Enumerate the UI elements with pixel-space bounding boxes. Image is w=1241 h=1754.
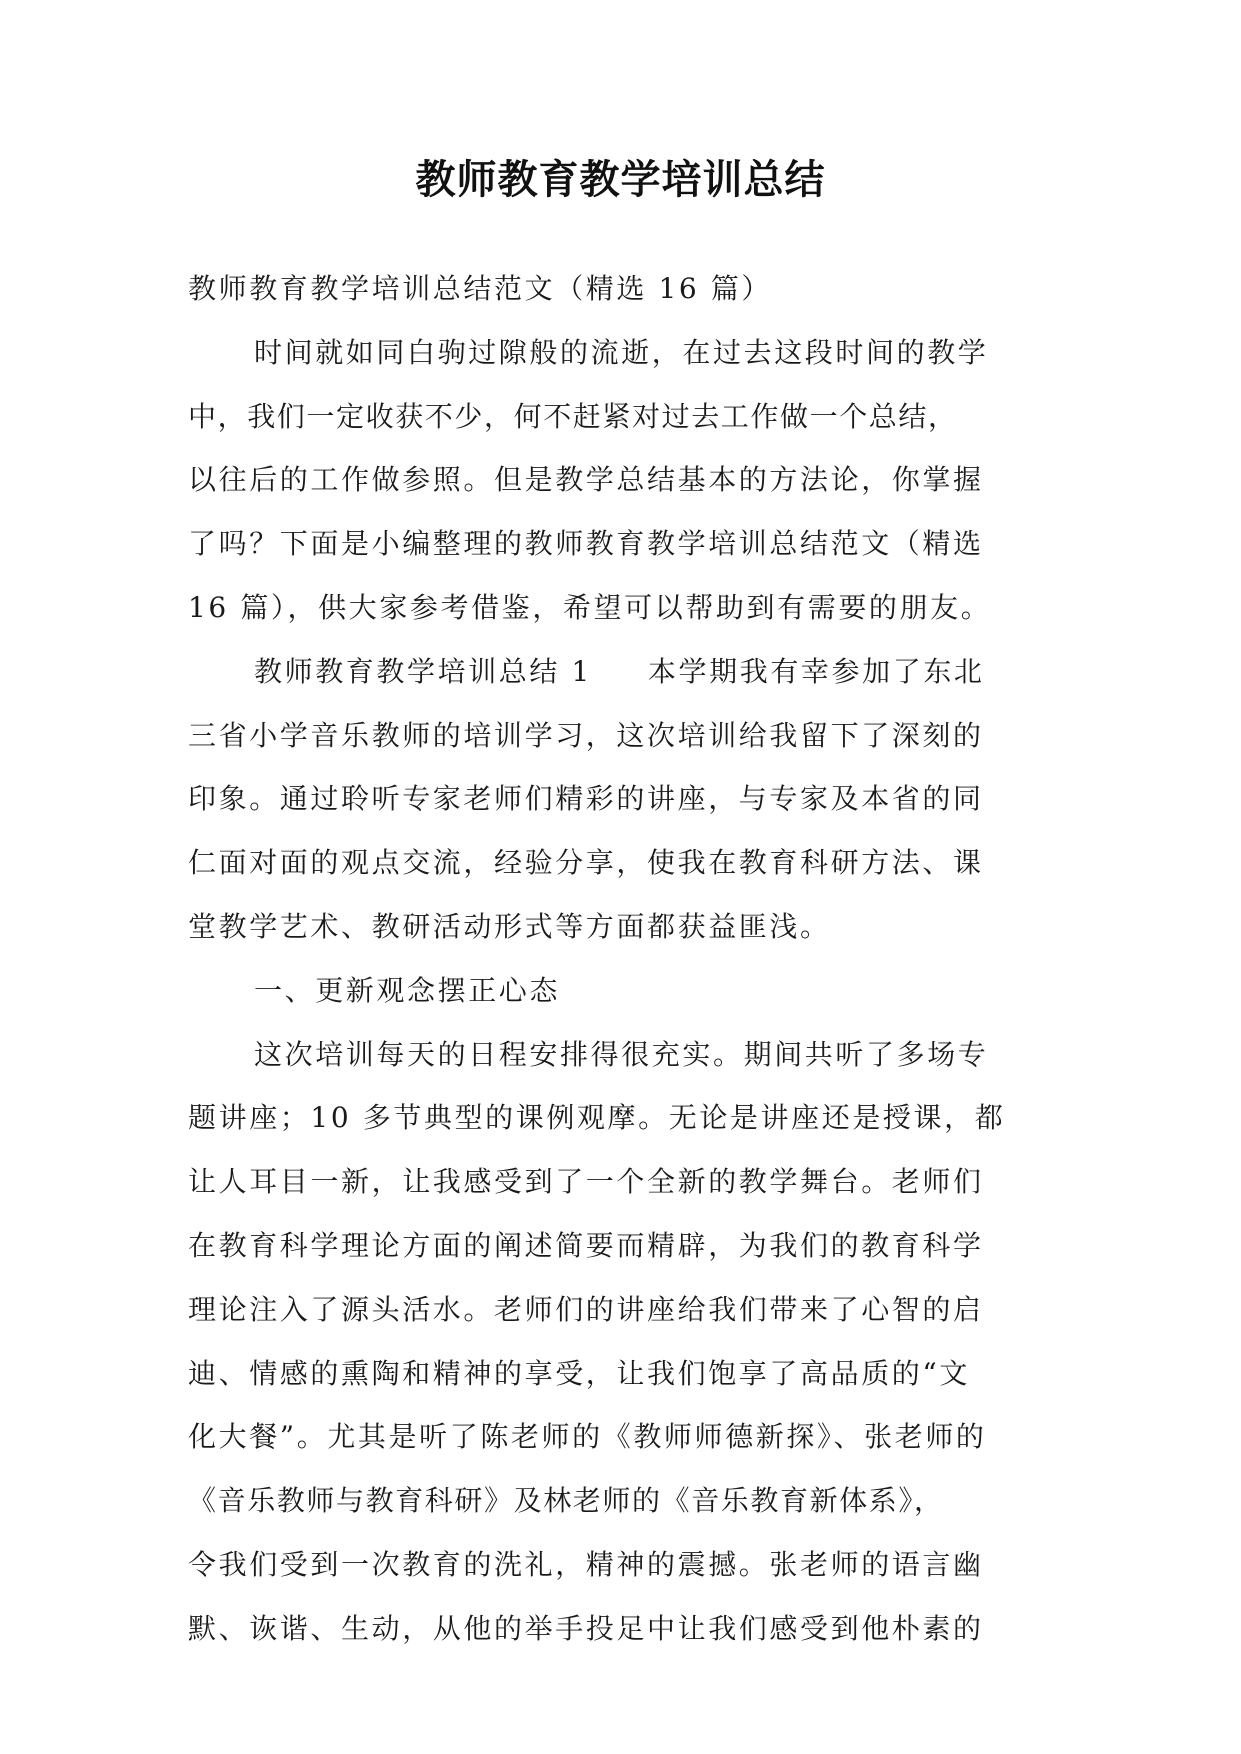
intro-line: 时间就如同白驹过隙般的流逝，在过去这段时间的教学 [254, 335, 989, 369]
point1-line: 让人耳目一新，让我感受到了一个全新的教学舞台。老师们 [188, 1165, 984, 1199]
intro-line: 16 篇），供大家参考借鉴，希望可以帮助到有需要的朋友。 [188, 590, 992, 624]
section1-first-line-text: 本学期我有幸参加了东北 [647, 654, 985, 688]
document-title: 教师教育教学培训总结 [415, 157, 826, 203]
intro-line: 以往后的工作做参照。但是教学总结基本的方法论，你掌握 [188, 463, 984, 497]
point1-line: 题讲座；10 多节典型的课例观摩。无论是讲座还是授课，都 [188, 1101, 1006, 1135]
section1-heading: 教师教育教学培训总结 1 [254, 654, 592, 688]
section1-line: 印象。通过聆听专家老师们精彩的讲座，与专家及本省的同 [188, 782, 984, 816]
document-body [188, 257, 1054, 1661]
point1-line: 《音乐教师与教育科研》及林老师的《音乐教育新体系》， [188, 1484, 944, 1518]
section1-line: 仁面对面的观点交流，经验分享，使我在教育科研方法、课 [188, 846, 984, 880]
point1-line: 化大餐”。尤其是听了陈老师的《教师师德新探》、张老师的 [188, 1420, 987, 1454]
point1-heading: 一、更新观念摆正心态 [254, 973, 561, 1007]
section1-line: 三省小学音乐教师的培训学习，这次培训给我留下了深刻的 [188, 718, 984, 752]
document-subtitle: 教师教育教学培训总结范文（精选 16 篇） [188, 272, 773, 305]
point1-line: 令我们受到一次教育的洗礼，精神的震撼。张老师的语言幽 [188, 1547, 984, 1581]
point1-line: 在教育科学理论方面的阐述简要而精辟，为我们的教育科学 [188, 1228, 984, 1262]
section1-line: 堂教学艺术、教研活动形式等方面都获益匪浅。 [188, 909, 831, 943]
point1-line: 迪、情感的熏陶和精神的享受，让我们饱享了高品质的“文 [188, 1356, 970, 1390]
section1-first-line [188, 640, 1054, 704]
point1-line: 这次培训每天的日程安排得很充实。期间共听了多场专 [254, 1037, 989, 1071]
intro-line: 中，我们一定收获不少，何不赶紧对过去工作做一个总结， [188, 399, 958, 433]
point1-line: 理论注入了源头活水。老师们的讲座给我们带来了心智的启 [188, 1292, 984, 1326]
point1-line: 默、诙谐、生动，从他的举手投足中让我们感受到他朴素的 [188, 1611, 984, 1645]
intro-line: 了吗？下面是小编整理的教师教育教学培训总结范文（精选 [188, 527, 984, 561]
